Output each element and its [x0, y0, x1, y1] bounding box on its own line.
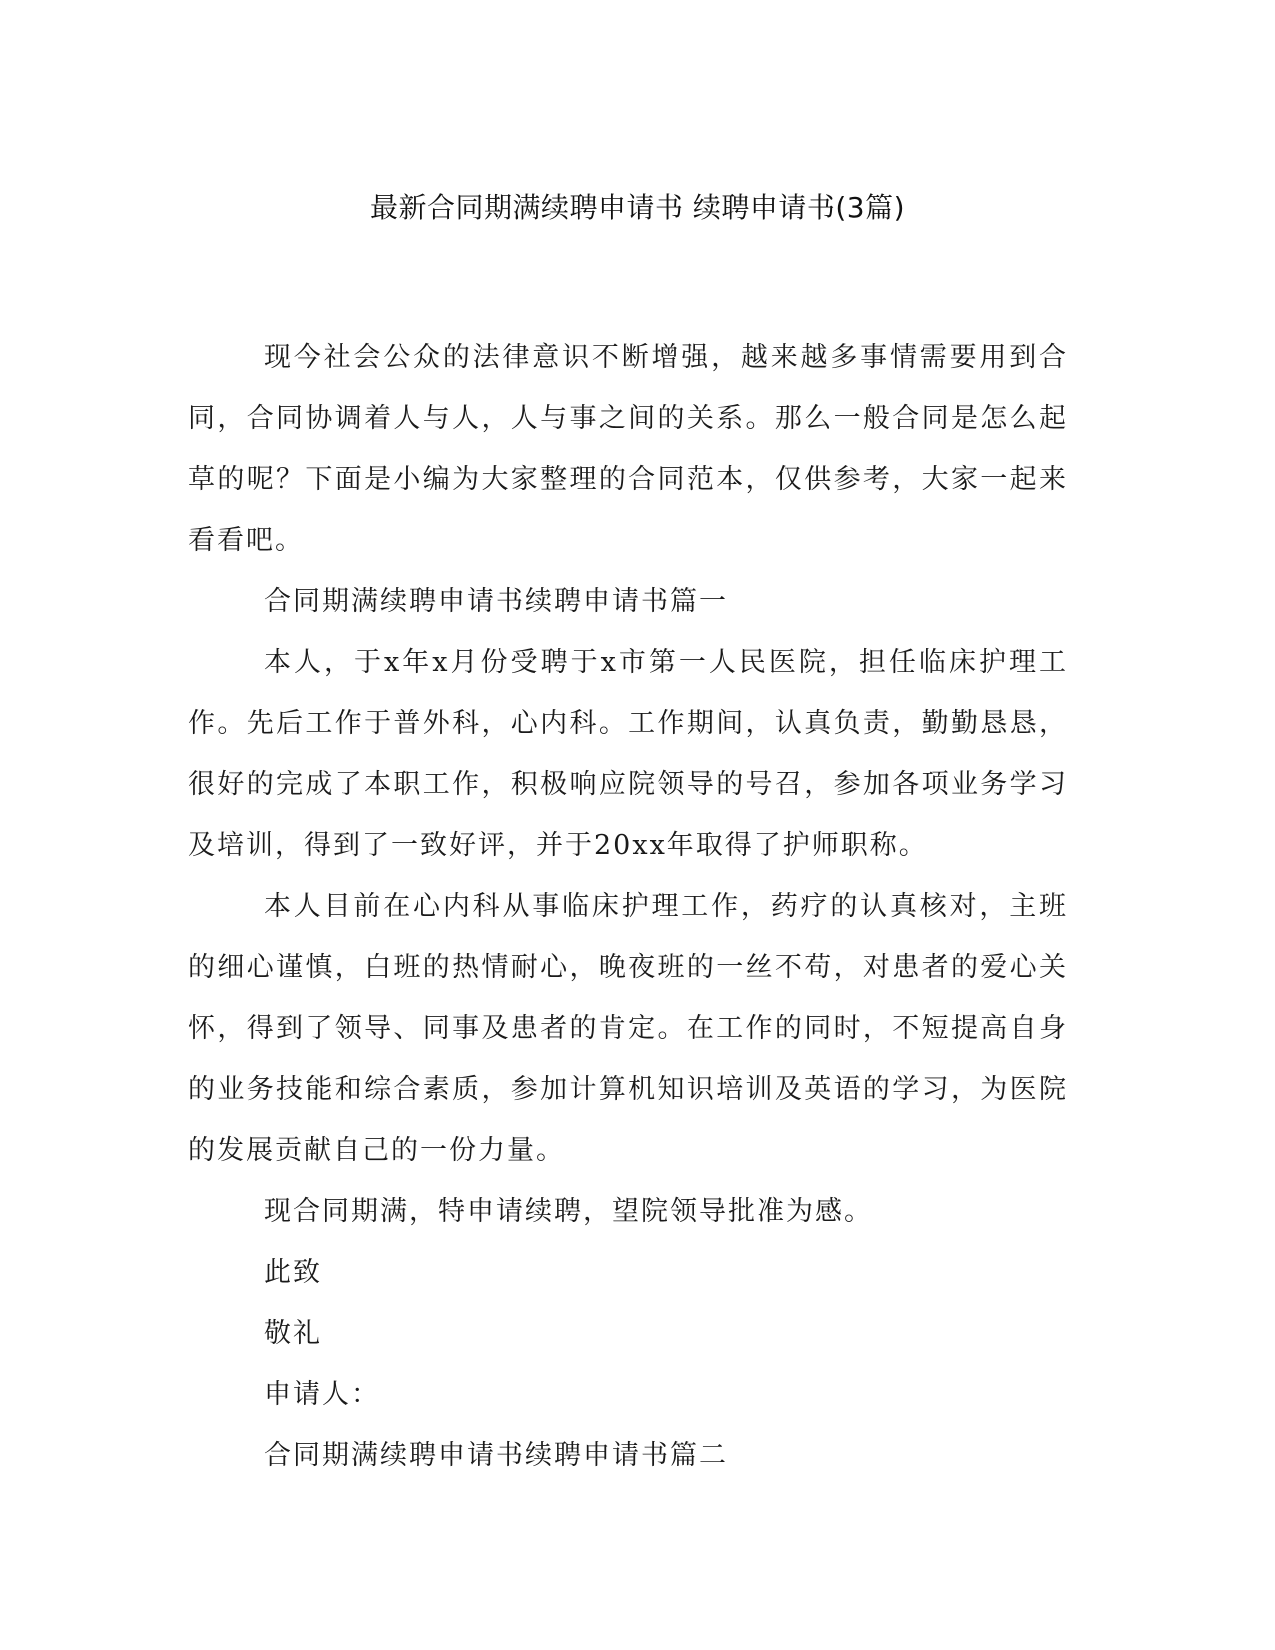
section-heading-1: 合同期满续聘申请书续聘申请书篇一 [264, 586, 728, 617]
applicant-label: 申请人： [264, 1379, 380, 1410]
body-paragraph: 本人，于x年x月份受聘于x市第一人民医院，担任临床护理工作。先后工作于普外科，心内科。工作期间，认真负责，勤勤恳恳，很好的完成了本职工作，积极响应院领导的号召，参加各项业务学习及培训，得到了一致好评，并于20xx年取得了护师职称。 [188, 647, 1068, 861]
closing-salutation: 此致 [264, 1257, 322, 1288]
closing-regards: 敬礼 [264, 1318, 322, 1349]
body-paragraph: 现合同期满，特申请续聘，望院领导批准为感。 [264, 1196, 873, 1227]
intro-paragraph: 现今社会公众的法律意识不断增强，越来越多事情需要用到合同，合同协调着人与人，人与事之间的关系。那么一般合同是怎么起草的呢？下面是小编为大家整理的合同范本，仅供参考，大家一起来看看吧。 [188, 342, 1068, 556]
body-paragraph: 本人目前在心内科从事临床护理工作，药疗的认真核对，主班的细心谨慎，白班的热情耐心，晚夜班的一丝不苟，对患者的爱心关怀，得到了领导、同事及患者的肯定。在工作的同时，不短提高自身的业务技能和综合素质，参加计算机知识培训及英语的学习，为医院的发展贡献自己的一份力量。 [188, 891, 1068, 1166]
section-heading-2: 合同期满续聘申请书续聘申请书篇二 [264, 1440, 728, 1471]
document-title: 最新合同期满续聘申请书 续聘申请书(3篇) [369, 191, 906, 224]
document-body [188, 327, 1068, 1486]
